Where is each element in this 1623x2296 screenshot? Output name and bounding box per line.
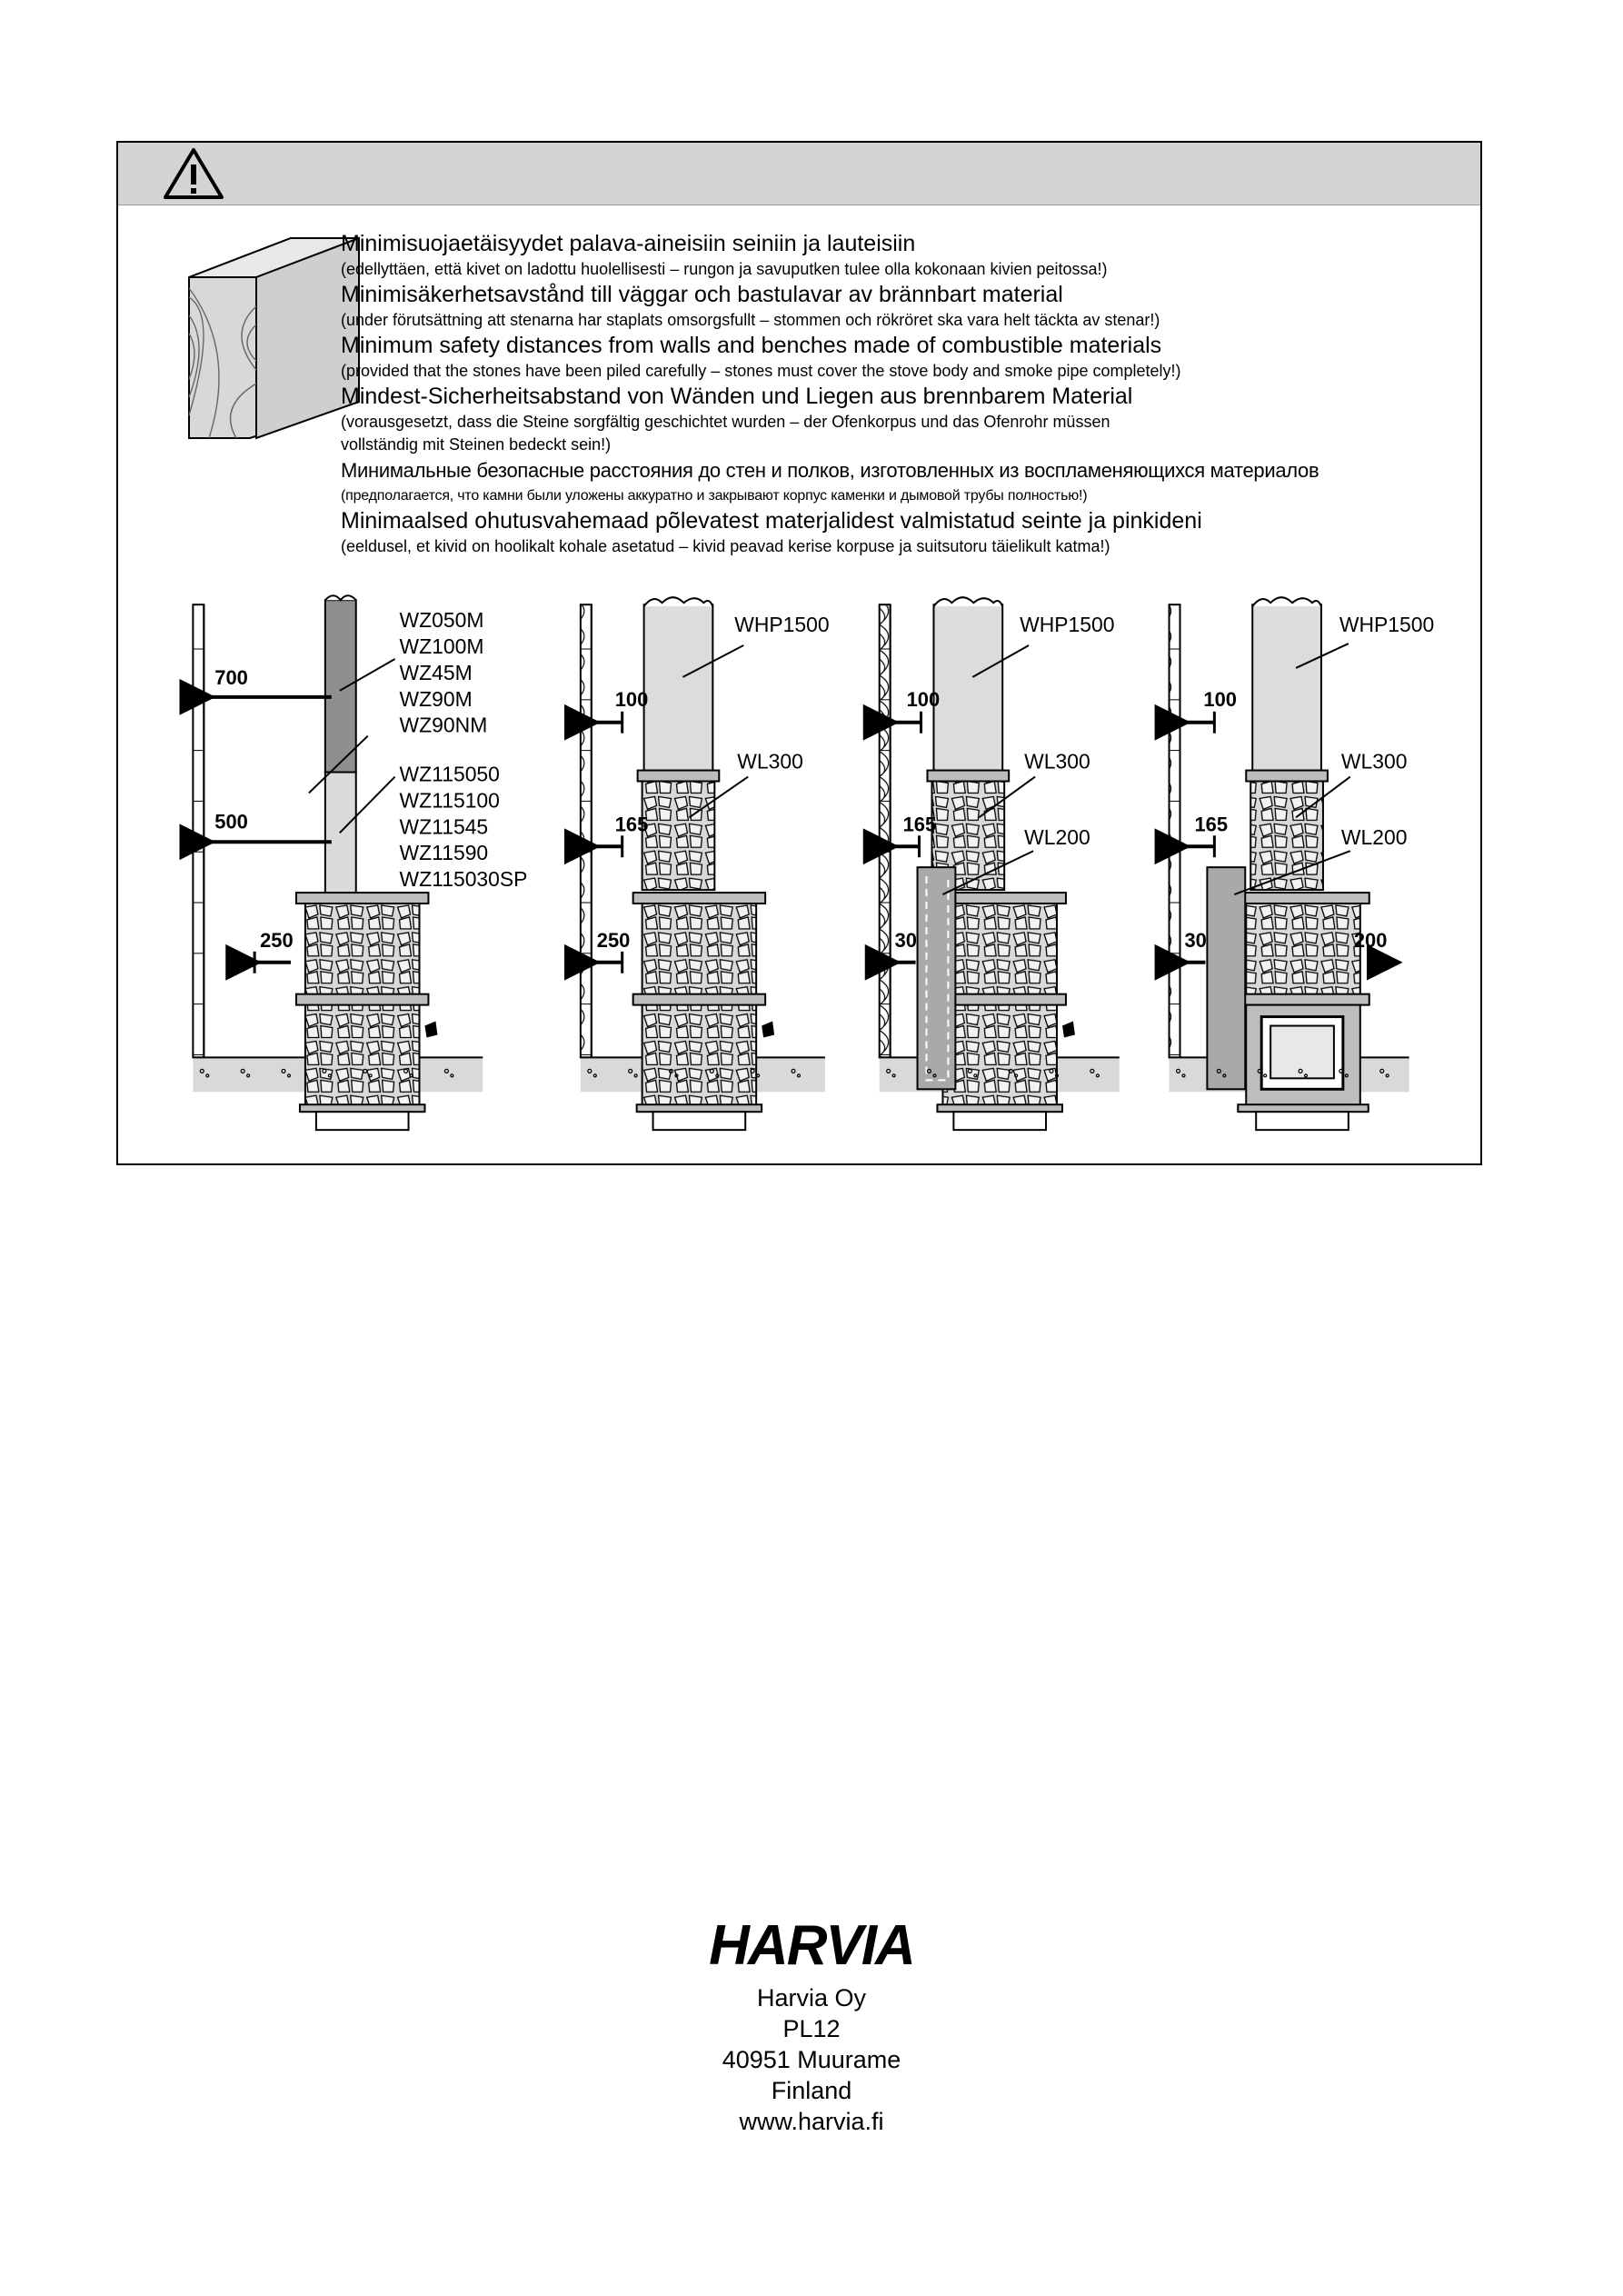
postal-city: 40951 Muurame — [722, 2046, 901, 2073]
dim-700: 700 — [214, 665, 248, 689]
heading-et: Minimaalsed ohutusvahemaad põlevatest materjalidest valmistatud seinte ja pinkideni — [341, 508, 1202, 534]
harvia-logo — [707, 1913, 916, 1977]
subtext-ru: (предполагается, что камни были уложены аккуратно и закрывают корпус каменки и дымовой трубы полностью!) — [341, 488, 1088, 504]
smoke-pipe-upper — [325, 600, 356, 772]
diagram-3 — [880, 597, 1120, 1130]
model-wz050m: WZ050M — [399, 608, 484, 633]
heading-sv: Minimisäkerhetsavstånd till väggar och bastulavar av brännbart material — [341, 282, 1063, 307]
label-wl300: WL300 — [737, 749, 803, 774]
company-footer — [630, 1913, 993, 2137]
label-whp1500: WHP1500 — [1020, 613, 1115, 637]
po-box: PL12 — [782, 2015, 841, 2042]
label-wl200: WL200 — [1340, 825, 1408, 850]
company-name: Harvia Oy — [756, 1984, 867, 2011]
dim-100: 100 — [1203, 687, 1237, 711]
model-wz115030sp: WZ115030SP — [399, 867, 528, 892]
model-wz100m: WZ100M — [399, 634, 484, 658]
logo-text: HARVIA — [709, 1914, 914, 1977]
safety-distances-panel — [116, 141, 1482, 1165]
label-wl300: WL300 — [1024, 749, 1090, 774]
diagram-4 — [1170, 597, 1435, 1130]
dim-30: 30 — [1184, 928, 1207, 952]
dim-30: 30 — [894, 928, 918, 952]
wl200-panel — [918, 867, 956, 1089]
label-whp1500: WHP1500 — [1339, 613, 1435, 637]
dim-165: 165 — [614, 813, 649, 836]
heading-en: Minimum safety distances from walls and benches made of combustible materials — [341, 333, 1162, 358]
subtext-fi: (edellyttäen, että kivet on ladottu huolellisesti – rungon ja savuputken tulee olla kokonaan kivien peitossa!) — [341, 260, 1108, 278]
subtext-de-1: (vorausgesetzt, dass die Steine sorgfältig geschichtet wurden – der Ofenkorpus und das Ofenrohr müssen — [341, 413, 1110, 431]
wall — [193, 604, 204, 1057]
heading-de: Mindest-Sicherheitsabstand von Wänden und Liegen aus brennbarem Material — [341, 384, 1133, 409]
heading-ru: Минимальные безопасные расстояния до стен и полков, изготовленных из воспламеняющихся материалов — [341, 459, 1319, 482]
subtext-de-2: vollständig mit Steinen bedeckt sein!) — [341, 435, 612, 454]
model-wz11545: WZ11545 — [399, 814, 489, 839]
dim-165: 165 — [902, 813, 937, 836]
model-wz90m: WZ90M — [399, 686, 473, 711]
label-wl200: WL200 — [1024, 825, 1090, 850]
stove-body — [305, 902, 420, 998]
label-whp1500: WHP1500 — [734, 613, 830, 637]
model-wz45m: WZ45M — [399, 660, 473, 684]
whp1500-pipe — [644, 604, 713, 770]
country: Finland — [771, 2077, 852, 2104]
subtext-et: (eeldusel, et kivid on hoolikalt kohale asetatud – kivid peavad kerise korpuse ja suitsutoru täielikult katma!) — [341, 537, 1110, 555]
model-wz90nm: WZ90NM — [399, 713, 488, 737]
dim-100: 100 — [906, 687, 941, 711]
dim-250: 250 — [260, 928, 294, 952]
label-wl300: WL300 — [1340, 749, 1408, 774]
model-wz115100: WZ115100 — [399, 788, 500, 813]
dim-250: 250 — [596, 928, 631, 952]
subtext-en: (provided that the stones have been piled carefully – stones must cover the stove body and smoke pipe completely!) — [341, 362, 1181, 380]
subtext-sv: (under förutsättning att stenarna har staplats omsorgsfullt – stommen och rökröret ska vara helt täckta av stenar!) — [341, 311, 1160, 329]
installation-diagrams — [118, 143, 1480, 1163]
heading-fi: Minimisuojaetäisyydet palava-aineisiin seiniin ja lauteisiin — [341, 231, 916, 256]
dim-200: 200 — [1353, 928, 1388, 952]
smoke-pipe-lower — [325, 773, 356, 895]
model-wz115050: WZ115050 — [399, 762, 500, 786]
wl300-basket — [642, 781, 715, 890]
diagram-1 — [193, 595, 527, 1130]
model-wz11590: WZ11590 — [399, 841, 489, 865]
dim-500: 500 — [214, 810, 248, 834]
dim-165: 165 — [1194, 813, 1229, 836]
diagram-2 — [581, 597, 830, 1130]
website-link[interactable]: www.harvia.fi — [739, 2108, 884, 2135]
dim-100: 100 — [614, 687, 649, 711]
